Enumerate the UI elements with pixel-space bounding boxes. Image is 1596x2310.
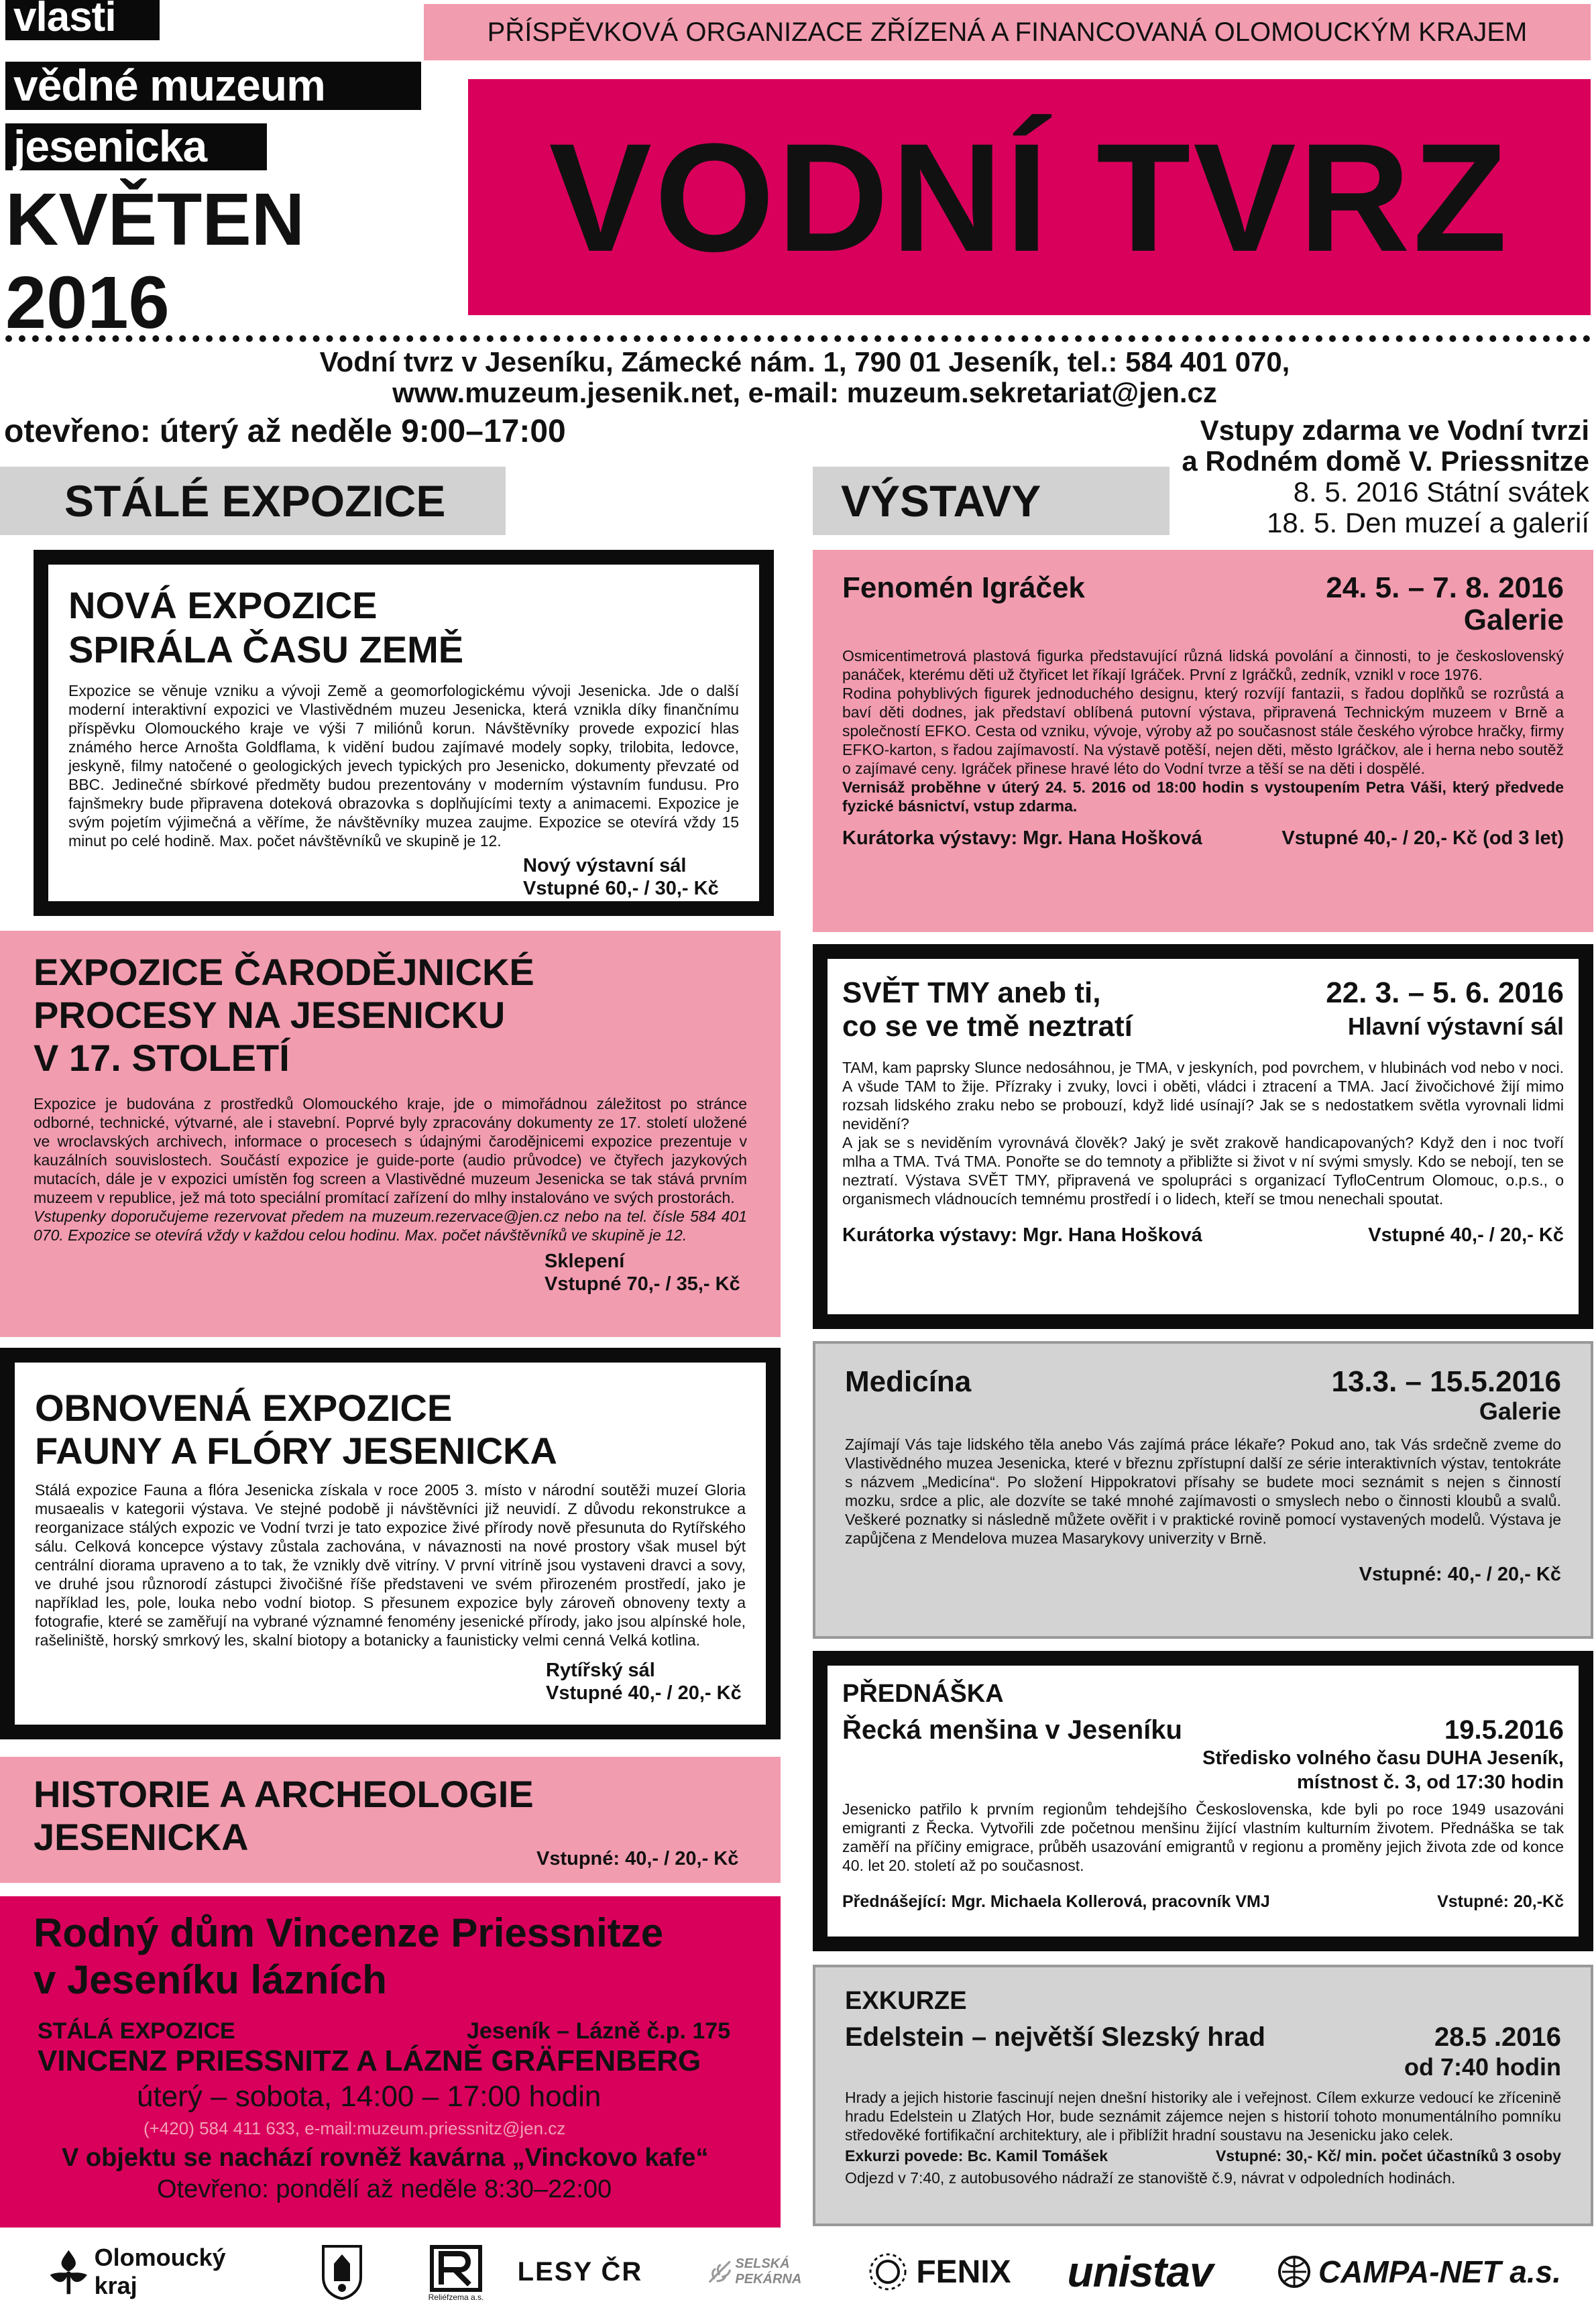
spirala-text: Expozice se věnuje vzniku a vývoji Země a geomorfologickému vývoji Jesenicka. Jde o další moderní interaktivní expozici ve Vlastivědném muzeu Jesenicka, která vznikla díky finančnímu příspěvku Olomouckého kraje ve výši 7 miliónů korun. Návštěvníky provede expozicí hlas známého herce Arnošta Goldflama, k vidění budou zajímavé modely sopky, trilobita, ledovce, jeskyně, filmy natočené o geologických jevech typických pro Jesenicko, dokumenty převzaté od BBC. Jedinečné sbírkové předměty budou prezentovány v moderním výstavním fundusu. Pro fajnšmekry bude připravena doteková obrazovka s doplňujícími texty a animacemi. Expozice je svým pojetím výjimečná a věříme, že návštěvníky muzea zaujme. Expozice se otevírá vždy 15 minut po celé hodině. Max. počet návštěvníků ve skupině je 12.: [68, 682, 739, 850]
card-prednaska: [813, 1651, 1593, 1951]
card-historie: [0, 1757, 781, 1883]
card-priessnitz: [0, 1896, 781, 2228]
sponsor-bar: [0, 2233, 1596, 2310]
free-entry-line-2: a Rodném domě V. Priessnitze: [1182, 445, 1589, 477]
fauna-title-1: OBNOVENÁ EXPOZICE: [35, 1387, 453, 1429]
sponsor-olomoucky-kraj[interactable]: [47, 2240, 262, 2304]
medicina-dates: 13.3. – 15.5.2016: [1331, 1365, 1561, 1398]
priessnitz-title-2: v Jeseníku lázních: [34, 1957, 387, 2002]
svet-dates: 22. 3. – 5. 6. 2016: [1326, 976, 1564, 1009]
carod-title-1: EXPOZICE ČARODĚJNICKÉ: [34, 951, 534, 993]
medicina-text: Zajímají Vás taje lidského těla anebo Vás zajímá práce lékaře? Pokud ano, tak Vás srdečně zveme do Vlastivědného muzea Jesenicka, které v březnu zpřístupní další ze série interaktivních výstav, tentokráte s názvem „Medicína“. Po složení Hippokratovi přísahy se budete moci seznámit s nejen s činností mozku, srdce a plic, ale dozvíte se také mnohé zajímavosti o smyslech nebo o činnosti kloubů a svalů. Veškeré poznatky si následně můžete ověřit i v praktické rovině pomocí vystavených modelů. Výstava je zapůjčena z Mendelova muzea Masarykovy univerzity v Brně.: [845, 1436, 1561, 1547]
exkurze-time: od 7:40 hodin: [1404, 2053, 1561, 2081]
historie-title-2: JESENICKA: [34, 1816, 249, 1858]
card-svet-tmy: [813, 944, 1593, 1329]
svet-p2: A jak se s neviděním vyrovnává člověk? Jaký je svět zrakově handicapovaných? Když den i noc tvoří mlha a TMA. Tvá TMA. Ponořte se do temnoty a přibližte si život v ní svými smysly. Kdo se nebojí, ten se neztratí. Výstava SVĚT TMY, připravená ve spolupráci s organizací TyfloCentrum Olomouc, o.p.s., o organismech vládnoucích temnému prostředí i o lidech, kteří se tmou nenechali spoutat.: [842, 1134, 1564, 1208]
exkurze-departure: Odjezd v 7:40, z autobusového nádraží ze stanoviště č.9, návrat v odpoledních hodinách.: [845, 2169, 1456, 2187]
prednaska-label: PŘEDNÁŠKA: [842, 1680, 1004, 1708]
exkurze-label: EXKURZE: [845, 1987, 967, 2015]
medicina-place: Galerie: [1479, 1397, 1561, 1425]
fauna-price: Vstupné 40,- / 20,- Kč: [546, 1682, 742, 1704]
logo-line-1: vlasti: [5, 0, 160, 40]
logo-line-2: vědné muzeum: [5, 62, 421, 110]
igracek-place: Galerie: [1463, 603, 1564, 636]
exkurze-text: Hrady a jejich historie fascinují nejen dnešní historiky ale i veřejnost. Cílem exkurze vedoucí ke zřícenině hradu Edelstein u Zlatých Hor, bude seznámit zájemce nejen s historií tohoto monumentálního pomníku středověké fortifikační architektury, ale i přiblížit hradní soustavu na Jesenicku jako celek.: [845, 2089, 1561, 2144]
campa-net-icon: [1275, 2253, 1313, 2291]
medicina-title: Medicína: [845, 1365, 972, 1398]
sponsor-unistav-text: unistav: [1067, 2248, 1213, 2296]
igracek-price: Vstupné 40,- / 20,- Kč (od 3 let): [1281, 827, 1564, 849]
opening-hours: otevřeno: úterý až neděle 9:00–17:00: [4, 414, 566, 449]
svet-place: Hlavní výstavní sál: [1347, 1013, 1564, 1040]
wheat-icon: [704, 2252, 735, 2292]
fauna-text: Stálá expozice Fauna a flóra Jesenicka získala v roce 2005 3. místo v národní soutěži muzeí Gloria musaealis v kategorii výstava. Ve stejné podobě ji návštěvníci již neuvidí. Z důvodu rekonstrukce a reorganizace stálých expozic ve Vodní tvrzi je tato expozice živé přírody nově přesunuta do Rytířského sálu. Celková koncepce výstavy zůstala zachována, v návaznosti na nové prostory však musel být centrální diorama upraveno a to tak, že vznikly dvě vitríny. V první vitríně jsou vystaveni dravci a sovy, ve druhé jsou různorodí zástupci živočišné říše představeni ve svém přirozeném prostředí, jako je například les, pole, louka nebo vodní biotop. S přesunem expozice byly zároveň obnoveny texty a fotografie, které se zaměřují na vybrané významné fenomény jesenické přírody, jako jsou alpínské hole, rašeliniště, horský smrkový les, skalní biotopy a botanicky a faunisticky velmi cenná Velká kotlina.: [35, 1481, 746, 1649]
medicina-price: Vstupné: 40,- / 20,- Kč: [1359, 1564, 1561, 1585]
priessnitz-hours: úterý – sobota, 14:00 – 17:00 hodin: [137, 2080, 602, 2113]
priessnitz-name: VINCENZ PRIESSNITZ A LÁZNĚ GRÄFENBERG: [38, 2044, 701, 2077]
spirala-price: Vstupné 60,- / 30,- Kč: [523, 878, 719, 899]
igracek-title: Fenomén Igráček: [842, 571, 1085, 604]
carod-text: Expozice je budována z prostředků Olomouckého kraje, jde o mimořádnou záležitost po stránce odborné, technické, výtvarné, ale i stavební. Poprvé byly zpracovány dokumenty ze 17. století uložené ve wroclavských archivech, informace o procesech s údajnými čarodějnicemi expozice prezentuje v kauzálních souvislostech. Součástí expozice je guide-porte (audio průvodce) ve čtyřech jazykových mutacích, dále je v expozici umístěn fog screen a Vlastivědné muzeum Jesenicka se tak stává prvním muzeem v republice, jež má toto speciální promítací zařízení do mlhy instalováno ve svých prostorách.: [34, 1095, 747, 1206]
section-permanent-title: STÁLÉ EXPOZICE: [64, 476, 446, 526]
prednaska-date: 19.5.2016: [1444, 1715, 1564, 1745]
priessnitz-label: STÁLÁ EXPOZICE: [38, 2018, 235, 2044]
exkurze-price: Vstupné: 30,- Kč/ min. počet účastníků 3 osoby: [1215, 2147, 1561, 2164]
dotted-divider: [5, 335, 1591, 342]
carod-title-2: PROCESY NA JESENICKU: [34, 994, 506, 1036]
igracek-p1: Osmicentimetrová plastová figurka představující různá lidská povolání a činnosti, to je československý panáček, kterému děti už čtyřicet let říkají Igráček. První z Igráčků, zedník, vznikl v roce 1976.: [842, 647, 1564, 683]
igracek-p2: Rodina pohyblivých figurek jednoduchého designu, který rozvíjí fantazii, s řadou doplňků se rozrůstá a baví děti dodnes, jak představí oblíbená putovní výstava, připravená Technickým muzeem v Brně a společností EFKO. Cesta od vzniku, vývoje, výroby až po současnost stále českého výrobce hračky, firmy EFKO-karton, s řadou zajímavostí. Na výstavě potěší, nejen děti, město Igráčkov, ale i herna nebo soutěž o zajímavé ceny. Igráček přinese hravé léto do Vodní tvrze a těší se na děti i dospělé.: [842, 685, 1564, 777]
sponsor-lesy-cr[interactable]: [516, 2240, 644, 2304]
card-fauna: [0, 1348, 781, 1739]
priessnitz-cafe-hours: Otevřeno: pondělí až neděle 8:30–22:00: [157, 2175, 612, 2203]
card-medicina: [813, 1341, 1593, 1639]
fauna-place: Rytířský sál: [546, 1660, 655, 1681]
sponsor-fenix[interactable]: [858, 2240, 1019, 2304]
spirala-place: Nový výstavní sál: [523, 855, 687, 876]
priessnitz-contact[interactable]: (+420) 584 411 633, e-mail:muzeum.priessnitz@jen.cz: [144, 2118, 566, 2138]
igracek-dates: 24. 5. – 7. 8. 2016: [1326, 571, 1564, 604]
priessnitz-cafe: V objektu se nachází rovněž kavárna „Vinckovo kafe“: [62, 2144, 709, 2172]
card-igracek: [813, 550, 1593, 932]
sponsor-selska-pekarna[interactable]: [704, 2240, 832, 2304]
organization-banner: [424, 4, 1591, 60]
priessnitz-address: Jeseník – Lázně č.p. 175: [467, 2018, 731, 2044]
exkurze-guide: Exkurzi povede: Bc. Kamil Tomášek: [845, 2147, 1108, 2164]
logo-line-3: jesenicka: [5, 123, 267, 170]
prednaska-venue-2: místnost č. 3, od 17:30 hodin: [1296, 1772, 1564, 1793]
sponsor-jesenik-crest[interactable]: [315, 2240, 369, 2304]
historie-title-1: HISTORIE A ARCHEOLOGIE: [34, 1773, 534, 1815]
exkurze-title: Edelstein – největší Slezský hrad: [845, 2022, 1265, 2052]
prednaska-text: Jesenicko patřilo k prvním regionům tehdejšího Československa, kde byli po roce 1949 usazováni emigranti z Řecka. Vytvořili zde početnou menšinu žijící vlastním kulturním životem. Přednáška se tak zaměří na příčiny emigrace, průběh usazování emigrantů v regionu a proměny jejich života zde od konce 40. let 20. století až po současnost.: [842, 1800, 1564, 1874]
svet-curator: Kurátorka výstavy: Mgr. Hana Hošková: [842, 1224, 1202, 1246]
organization-banner-text: PŘÍSPĚVKOVÁ ORGANIZACE ZŘÍZENÁ A FINANCOVANÁ OLOMOUCKÝM KRAJEM: [487, 17, 1528, 47]
carod-place: Sklepení: [545, 1251, 625, 1272]
free-entry-line-4: 18. 5. Den muzeí a galerií: [1267, 507, 1589, 538]
sponsor-campa-net[interactable]: [1254, 2240, 1583, 2304]
spirala-title-2: SPIRÁLA ČASU ZEMĚ: [68, 628, 464, 671]
exkurze-date: 28.5 .2016: [1434, 2022, 1561, 2052]
svet-title-2: co se ve tmě neztratí: [842, 1010, 1133, 1043]
jesenik-crest-icon: [321, 2244, 363, 2300]
olomoucky-kraj-logo-icon: [47, 2245, 91, 2299]
sponsor-campa-net-text: CAMPA-NET a.s.: [1318, 2254, 1562, 2289]
spirala-title-1: NOVÁ EXPOZICE: [68, 584, 378, 626]
fenix-sun-icon: [866, 2250, 909, 2293]
igracek-vernissage: Vernisáž proběhne v úterý 24. 5. 2016 od 18:00 hodin s vystoupením Petra Váši, který předvede fyzické básnictví, vstup zdarma.: [842, 778, 1564, 815]
prednaska-title: Řecká menšina v Jeseníku: [842, 1715, 1182, 1745]
museum-logo: [5, 0, 421, 171]
sponsor-unistav[interactable]: [1046, 2240, 1234, 2304]
section-exhibitions: [813, 467, 1170, 535]
card-spirala: [34, 550, 774, 916]
svet-p1: TAM, kam paprsky Slunce nedosáhnou, je TMA, v jeskyních, pod povrchem, v hlubinách vod nebo v noci. A všude TAM to žije. Přízraky i zvuky, lovci i oběti, vládci i ztracení a TMA. Jací živočichové žijí mimo rozsah lidského zraku nebo se probouzí, když lidé usínají? Jak se s nedostatkem světla vyrovnali lidmi nevidění?: [842, 1059, 1564, 1133]
free-entry-line-3: 8. 5. 2016 Státní svátek: [1293, 476, 1589, 508]
sponsor-reliefzema[interactable]: [422, 2240, 490, 2307]
carod-price: Vstupné 70,- / 35,- Kč: [545, 1273, 740, 1295]
sponsor-olomoucky-kraj-text: Olomoucký kraj: [94, 2244, 226, 2299]
card-carodejnice: [0, 931, 781, 1337]
prednaska-price: Vstupné: 20,-Kč: [1437, 1892, 1564, 1911]
address-line-2[interactable]: www.muzeum.jesenik.net, e-mail: muzeum.sekretariat@jen.cz: [392, 377, 1217, 408]
month-label: KVĚTEN: [5, 178, 305, 261]
free-entry-line-1: Vstupy zdarma ve Vodní tvrzi: [1200, 414, 1589, 446]
address-line-1: Vodní tvrz v Jeseníku, Zámecké nám. 1, 790 01 Jeseník, tel.: 584 401 070,: [319, 346, 1290, 378]
carod-italic: Vstupenky doporučujeme rezervovat předem na muzeum.rezervace@jen.cz nebo na tel. čísle 584 401 070. Expozice se otevírá vždy v každou celou hodinu. Max. počet návštěvníků ve skupině je 12.: [34, 1208, 747, 1244]
priessnitz-title-1: Rodný dům Vincenze Priessnitze: [34, 1910, 664, 1955]
year-label: 2016: [5, 262, 170, 344]
page-title: VODNÍ TVRZ: [549, 111, 1510, 284]
sponsor-selska-pekarna-text: SELSKÁ PEKÁRNA: [735, 2256, 802, 2287]
prednaska-speaker: Přednášející: Mgr. Michaela Kollerová, pracovník VMJ: [842, 1892, 1270, 1911]
svet-title-1: SVĚT TMY aneb ti,: [842, 976, 1101, 1009]
section-exhibitions-title: VÝSTAVY: [841, 476, 1041, 526]
card-exkurze: [813, 1965, 1593, 2226]
historie-price: Vstupné: 40,- / 20,- Kč: [536, 1848, 739, 1869]
prednaska-venue-1: Středisko volného času DUHA Jeseník,: [1202, 1747, 1564, 1769]
sponsor-lesy-cr-text: LESY ČR: [517, 2256, 643, 2287]
fauna-title-2: FAUNY A FLÓRY JESENICKA: [35, 1430, 557, 1472]
title-banner: [468, 79, 1591, 315]
sponsor-fenix-text: FENIX: [916, 2254, 1011, 2290]
igracek-curator: Kurátorka výstavy: Mgr. Hana Hošková: [842, 827, 1202, 849]
carod-title-3: V 17. STOLETÍ: [34, 1037, 290, 1079]
section-permanent: [0, 467, 506, 535]
reliefzema-logo-icon: [429, 2244, 483, 2293]
svet-price: Vstupné 40,- / 20,- Kč: [1368, 1224, 1564, 1246]
sponsor-reliefzema-text: Reliéfzema a.s.: [428, 2293, 484, 2302]
